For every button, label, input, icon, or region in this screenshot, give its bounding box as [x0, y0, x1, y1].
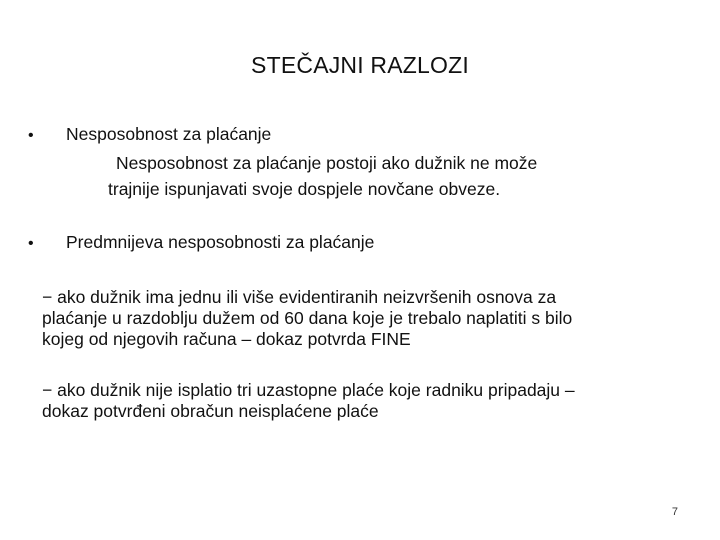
page-number: 7	[671, 506, 678, 518]
paragraph-line: − ako dužnik ima jednu ili više evidentiranih neizvršenih osnova za	[42, 287, 557, 307]
paragraph-neizvrsene-osnove	[42, 287, 692, 350]
bullet-item-predmnijeva	[28, 232, 374, 253]
paragraph-line: − ako dužnik nije isplatio tri uzastopne plaće koje radniku pripadaju –	[42, 380, 575, 400]
bullet-description-line: Nesposobnost za plaćanje postoji ako dužnik ne može	[116, 153, 538, 173]
bullet-item-nesposobnost	[28, 124, 271, 145]
paragraph-line: dokaz potvrđeni obračun neisplaćene plaće	[42, 401, 379, 421]
bullet-heading: Nesposobnost za plaćanje	[66, 124, 272, 144]
bullet-description-line: trajnije ispunjavati svoje dospjele novčane obveze.	[108, 179, 501, 199]
bullet-marker: •	[28, 127, 34, 144]
bullet-marker: •	[28, 235, 34, 252]
paragraph-neisplacene-place	[42, 380, 692, 422]
slide-title: STEČAJNI RAZLOZI	[251, 52, 469, 78]
paragraph-line: plaćanje u razdoblju dužem od 60 dana koje je trebalo naplatiti s bilo	[42, 308, 573, 328]
paragraph-line: kojeg od njegovih računa – dokaz potvrda FINE	[42, 329, 411, 349]
bullet-heading: Predmnijeva nesposobnosti za plaćanje	[66, 232, 375, 252]
